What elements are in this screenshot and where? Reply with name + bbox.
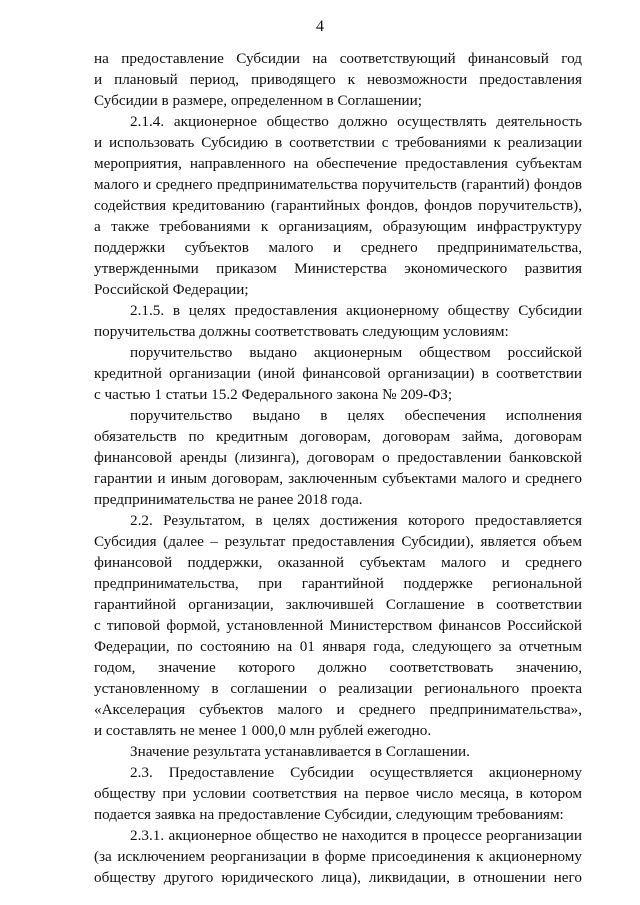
text-line: поручительство выдано в целях обеспечения исполнения — [130, 407, 582, 424]
text-line: мероприятия, направленного на обеспечение предоставления субъектам — [94, 155, 582, 172]
text-line: а также требованиями к организациям, образующим инфраструктуру — [94, 218, 582, 235]
text-line: с частью 1 статьи 15.2 Федерального закона № 209-ФЗ; — [94, 386, 453, 403]
text-line: предпринимательства не ранее 2018 года. — [94, 491, 363, 508]
text-line: подается заявка на предоставление Субсидии, следующим требованиям: — [94, 806, 564, 823]
text-line: поручительство выдано акционерным обществом российской — [130, 344, 582, 361]
text-line: гарантии и иным договорам, заключенным субъектами малого и среднего — [94, 470, 582, 487]
text-line: содействия кредитованию (гарантийных фондов, фондов поручительств), — [94, 197, 582, 214]
text-line: «Акселерация субъектов малого и среднего предпринимательства», — [94, 701, 582, 718]
text-line: кредитной организации (иной финансовой организации) в соответствии — [94, 365, 582, 382]
page-number: 4 — [316, 18, 324, 35]
text-line: и использовать Субсидию в соответствии с требованиями к реализации — [94, 134, 582, 151]
text-line: на предоставление Субсидии на соответствующий финансовый год — [94, 50, 582, 67]
text-line: обществу при условии соответствия на первое число месяца, в котором — [94, 785, 582, 802]
text-line: финансовой поддержки, оказанной субъектам малого и среднего — [94, 554, 582, 571]
text-line: Субсидии в размере, определенном в Соглашении; — [94, 92, 423, 109]
text-line: Федерации, по состоянию на 01 января года, следующего за отчетным — [94, 638, 582, 655]
text-line: 2.3.1. акционерное общество не находится в процессе реорганизации — [130, 827, 582, 844]
text-line: малого и среднего предпринимательства поручительств (гарантий) фондов — [94, 176, 582, 193]
text-line: 2.2. Результатом, в целях достижения которого предоставляется — [130, 512, 582, 529]
text-line: (за исключением реорганизации в форме присоединения к акционерному — [94, 848, 582, 865]
text-line: с типовой формой, установленной Министерством финансов Российской — [94, 617, 582, 634]
text-line: обязательств по кредитным договорам, договорам займа, договорам — [94, 428, 582, 445]
text-line: утвержденными приказом Министерства экономического развития — [94, 260, 582, 277]
text-line: обществу другого юридического лица), ликвидации, в отношении него — [94, 869, 582, 886]
text-line: 2.1.4. акционерное общество должно осуществлять деятельность — [130, 113, 582, 130]
text-line: предпринимательства, при гарантийной поддержке региональной — [94, 575, 582, 592]
text-line: поддержки субъектов малого и среднего предпринимательства, — [94, 239, 582, 256]
text-line: и плановый период, приводящего к невозможности предоставления — [94, 71, 582, 88]
text-line: 2.3. Предоставление Субсидии осуществляется акционерному — [130, 764, 582, 781]
text-line: гарантийной организации, заключившей Соглашение в соответствии — [94, 596, 582, 613]
text-line: финансовой аренды (лизинга), договорам о предоставлении банковской — [94, 449, 582, 466]
text-line: поручительства должны соответствовать следующим условиям: — [94, 323, 509, 340]
text-line: установленному в соглашении о реализации регионального проекта — [94, 680, 582, 697]
text-line: и составлять не менее 1 000,0 млн рублей ежегодно. — [94, 722, 432, 739]
text-line: 2.1.5. в целях предоставления акционерному обществу Субсидии — [130, 302, 582, 319]
text-line: Субсидия (далее – результат предоставления Субсидии), является объем — [94, 533, 582, 550]
text-line: годом, значение которого должно соответствовать значению, — [94, 659, 582, 676]
text-line: Российской Федерации; — [94, 281, 249, 298]
text-line: Значение результата устанавливается в Соглашении. — [130, 743, 470, 760]
